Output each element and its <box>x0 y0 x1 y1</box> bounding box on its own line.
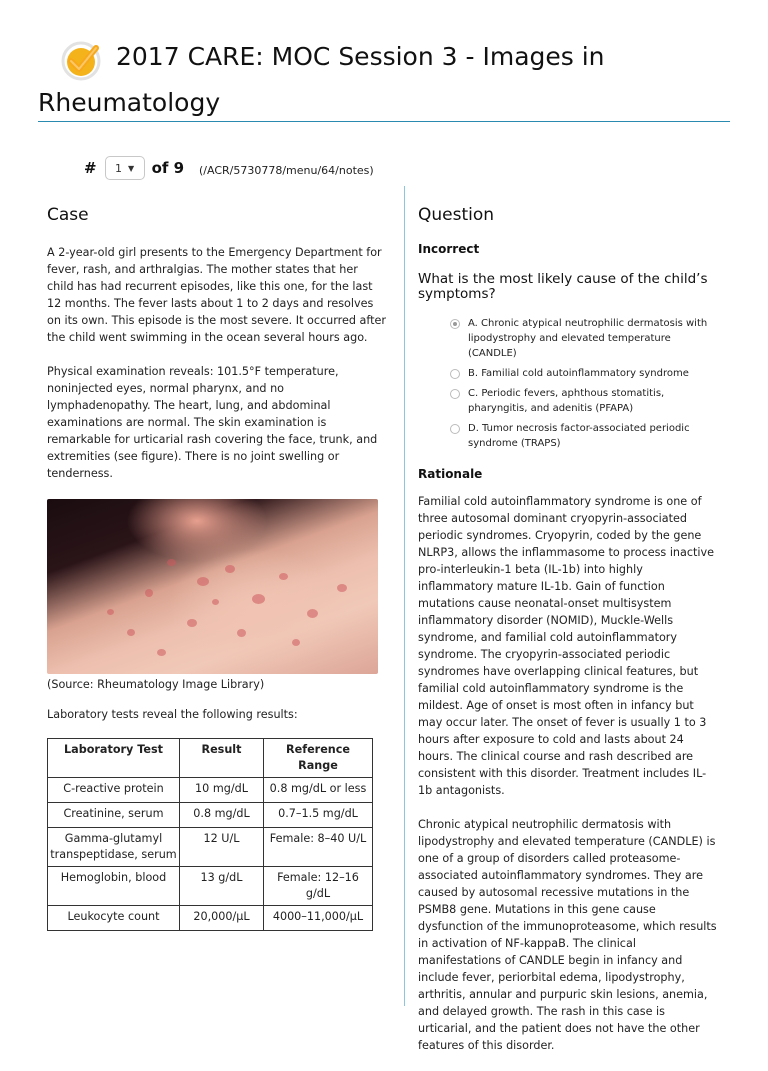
answer-status: Incorrect <box>418 242 480 256</box>
lab-result: 12 U/L <box>180 828 264 867</box>
case-paragraph-history: A 2-year-old girl presents to the Emergency Department for fever, rash, and arthralgias. The mother states that her child has had recurrent episodes, like this one, for the last 12 months. The fever lasts about 1 to 2 days and resolves on its own. This episode is the most severe. It occurred after the child went swimming in the ocean several hours ago. <box>47 246 387 344</box>
question-number-select[interactable] <box>105 156 145 180</box>
question-pager <box>84 155 184 181</box>
chevron-down-icon: ▼ <box>128 163 135 173</box>
case-column <box>47 204 387 931</box>
column-header-test: Laboratory Test <box>48 739 180 778</box>
option-label: B. Familial cold autoinflammatory syndrome <box>468 368 689 379</box>
question-heading: Question <box>418 205 495 225</box>
case-heading: Case <box>47 205 89 225</box>
lab-results-table <box>47 738 373 931</box>
photo-caption: (Source: Rheumatology Image Library) <box>47 678 265 691</box>
table-row <box>48 867 373 906</box>
pager-total: of 9 <box>151 159 185 177</box>
radio-button[interactable] <box>450 319 460 329</box>
column-header-reference: Reference Range <box>264 739 373 778</box>
pager-hash: # <box>84 159 97 177</box>
lab-result: 20,000/µL <box>180 906 264 931</box>
lab-test-name: Hemoglobin, blood <box>48 867 180 906</box>
radio-button[interactable] <box>450 389 460 399</box>
lab-test-name: C-reactive protein <box>48 778 180 803</box>
answer-option-c[interactable] <box>450 386 718 416</box>
check-badge-icon <box>60 40 102 82</box>
lab-test-name: Gamma-glutamyl transpeptidase, serum <box>48 828 180 867</box>
radio-button[interactable] <box>450 369 460 379</box>
notes-path-link[interactable]: (/ACR/5730778/menu/64/notes) <box>199 164 374 177</box>
radio-button[interactable] <box>450 424 460 434</box>
lab-reference: Female: 12–16 g/dL <box>264 867 373 906</box>
page-title-continued: Rheumatology <box>38 88 221 117</box>
lab-test-name: Leukocyte count <box>48 906 180 931</box>
column-divider <box>404 186 405 1006</box>
column-header-result: Result <box>180 739 264 778</box>
answer-option-b[interactable] <box>450 366 718 381</box>
option-label: C. Periodic fevers, aphthous stomatitis, pharyngitis, and adenitis (PFAPA) <box>468 388 665 414</box>
answer-option-a[interactable] <box>450 316 718 361</box>
lab-result: 0.8 mg/dL <box>180 803 264 828</box>
rationale-paragraph: Familial cold autoinflammatory syndrome is one of three autosomal dominant cryopyrin-associated periodic syndromes. Cryopyrin, coded by the gene NLRP3, allows the inflammasome to process inactive pro-interleukin-1 beta (IL-1b) into highly inflammatory mature IL-1b. Gain of function mutations cause neonatal-onset multisystem inflammatory disorder (NOMID), Muckle-Wells syndrome, and familial cold autoinflammatory syndrome. The cryopyrin-associated periodic syndromes have overlapping clinical features, but familial cold autoinflammatory syndrome is the mildest. Age of onset is most often in infancy but may occur later. The onset of fever is usually 1 to 3 hours after exposure to cold and lasts about 24 hours. The clinical course and rash described are consistent with this disorder. Treatment includes IL-1b antagonists. <box>418 495 715 797</box>
table-header-row <box>48 739 373 778</box>
case-photo <box>47 499 378 674</box>
rationale-heading: Rationale <box>418 467 483 481</box>
table-row <box>48 828 373 867</box>
answer-option-d[interactable] <box>450 421 718 451</box>
lab-reference: 4000–11,000/µL <box>264 906 373 931</box>
option-label: D. Tumor necrosis factor-associated periodic syndrome (TRAPS) <box>468 423 690 449</box>
page-title: 2017 CARE: MOC Session 3 - Images in <box>116 42 605 71</box>
question-column <box>418 204 718 1071</box>
lab-test-name: Creatinine, serum <box>48 803 180 828</box>
lab-result: 13 g/dL <box>180 867 264 906</box>
title-divider <box>38 121 730 122</box>
case-paragraph-exam: Physical examination reveals: 101.5°F temperature, noninjected eyes, normal pharynx, and no lymphadenopathy. The heart, lung, and abdominal examinations are normal. The skin examination is remarkable for urticarial rash covering the face, trunk, and extremities (see figure). There is no joint swelling or tenderness. <box>47 365 378 480</box>
table-row <box>48 906 373 931</box>
lab-reference: 0.7–1.5 mg/dL <box>264 803 373 828</box>
labs-intro: Laboratory tests reveal the following results: <box>47 708 298 721</box>
question-number-value: 1 <box>115 161 122 175</box>
lab-result: 10 mg/dL <box>180 778 264 803</box>
rationale-paragraph: Chronic atypical neutrophilic dermatosis with lipodystrophy and elevated temperature (CANDLE) is one of a group of disorders called proteasome-associated autoinflammatory syndromes. They are caused by autosomal recessive mutations in the PSMB8 gene. Mutations in this gene cause dysfunction of the immunoproteasome, which results in activation of NF-kappaB. The clinical manifestations of CANDLE begin in infancy and include fever, periorbital edema, lipodystrophy, arthritis, annular and purpuric skin lesions, anemia, and delayed growth. The rash in this case is urticarial, and the patient does not have the other features of this disorder. <box>418 818 717 1052</box>
option-label: A. Chronic atypical neutrophilic dermatosis with lipodystrophy and elevated temperature (CANDLE) <box>468 318 708 359</box>
table-row <box>48 778 373 803</box>
table-row <box>48 803 373 828</box>
answer-options <box>450 316 718 451</box>
lab-reference: Female: 8–40 U/L <box>264 828 373 867</box>
lab-reference: 0.8 mg/dL or less <box>264 778 373 803</box>
question-text: What is the most likely cause of the child’s symptoms? <box>418 271 708 302</box>
